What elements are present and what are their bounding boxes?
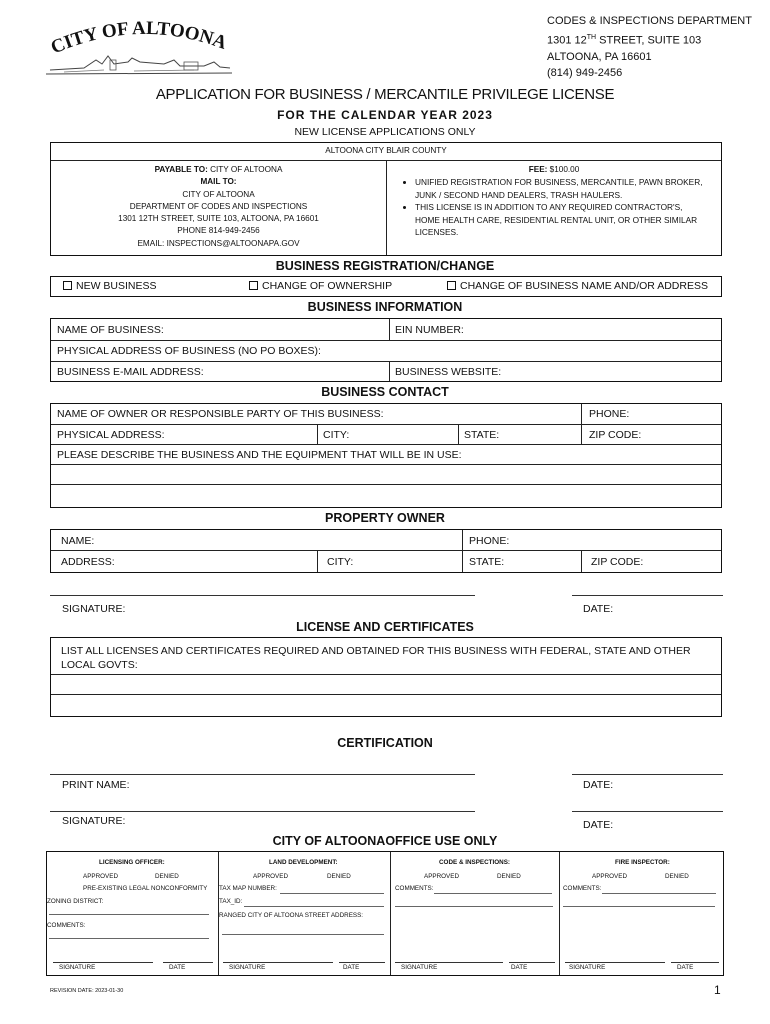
owner-zip-field[interactable]: ZIP CODE: — [589, 429, 642, 441]
mail-line: CITY OF ALTOONA — [182, 189, 255, 199]
property-owner-state-field[interactable]: STATE: — [469, 556, 505, 568]
fee: FEE: $100.00 — [528, 165, 580, 174]
business-description-field[interactable]: PLEASE DESCRIBE THE BUSINESS AND THE EQUIPMENT THAT WILL BE IN USE: — [57, 449, 462, 461]
city-seal-skyline-icon — [44, 20, 234, 82]
certification-heading: CERTIFICATION — [337, 736, 433, 750]
info-box-heading: ALTOONA CITY BLAIR COUNTY — [325, 146, 447, 155]
property-owner-zip-field[interactable]: ZIP CODE: — [591, 556, 644, 568]
mail-line: DEPARTMENT OF CODES AND INSPECTIONS — [129, 201, 308, 211]
fire-approved[interactable]: APPROVED — [592, 873, 627, 880]
land-approved[interactable]: APPROVED — [253, 873, 288, 880]
business-website-field[interactable]: BUSINESS WEBSITE: — [395, 366, 502, 378]
fire-denied[interactable]: DENIED — [665, 873, 689, 880]
fire-comments-field[interactable]: COMMENTS: — [563, 885, 602, 892]
owner-city-field[interactable]: CITY: — [323, 429, 350, 441]
zoning-district-field[interactable]: ZONING DISTRICT: — [47, 898, 104, 905]
ein-field[interactable]: EIN NUMBER: — [395, 324, 464, 336]
code-inspections-title: CODE & INSPECTIONS: — [439, 859, 511, 866]
licenses-field[interactable]: LIST ALL LICENSES AND CERTIFICATES REQUIRED AND OBTAINED FOR THIS BUSINESS WITH FEDERAL, STATE AND OTHER LOCAL GOVTS: — [61, 645, 691, 671]
code-comments-field[interactable]: COMMENTS: — [395, 885, 434, 892]
mail-line: 1301 12TH STREET, SUITE 103, ALTOONA, PA 16601 — [118, 214, 319, 224]
business-email-field[interactable]: BUSINESS E-MAIL ADDRESS: — [57, 366, 204, 378]
option-change-ownership[interactable]: CHANGE OF OWNERSHIP — [249, 280, 392, 292]
owner-address-field[interactable]: PHYSICAL ADDRESS: — [57, 429, 165, 441]
fire-date-field[interactable]: DATE — [677, 964, 694, 971]
form-note: NEW LICENSE APPLICATIONS ONLY — [294, 126, 476, 138]
business-name-field[interactable]: NAME OF BUSINESS: — [57, 324, 164, 336]
dept-address-line2: ALTOONA, PA 16601 — [547, 50, 652, 63]
certification-signature-field[interactable]: SIGNATURE: — [62, 815, 126, 827]
licensing-date-field[interactable]: DATE — [169, 964, 186, 971]
dept-address-line1: 1301 12TH STREET, SUITE 103 — [547, 33, 702, 47]
property-owner-date-field[interactable]: DATE: — [583, 603, 614, 615]
logo-text: CITY OF ALTOONA — [47, 20, 230, 59]
property-owner-name-field[interactable]: NAME: — [61, 535, 95, 547]
licenses-box — [50, 637, 722, 717]
property-owner-box — [50, 529, 722, 573]
svg-text:CITY OF ALTOONA — [48, 20, 230, 58]
ranged-address-field[interactable]: RANGED CITY OF ALTOONA STREET ADDRESS: — [219, 912, 364, 919]
fee-bullet: • UNIFIED REGISTRATION FOR BUSINESS, MERCANTILE, PAWN BROKER, JUNK / SECOND HAND DEALERS, TRASH HAULERS. — [415, 176, 703, 201]
land-development-title: LAND DEVELOPMENT: — [269, 859, 338, 866]
licensing-approved[interactable]: APPROVED — [83, 873, 118, 880]
office-use-box — [46, 851, 724, 976]
checkbox[interactable] — [63, 281, 72, 290]
business-contact-heading: BUSINESS CONTACT — [321, 385, 449, 399]
code-approved[interactable]: APPROVED — [424, 873, 459, 880]
certification-date-field[interactable]: DATE: — [583, 779, 614, 791]
business-contact-box — [50, 403, 722, 508]
form-title: APPLICATION FOR BUSINESS / MERCANTILE PRIVILEGE LICENSE — [155, 86, 615, 103]
code-signature-field[interactable]: SIGNATURE — [401, 964, 438, 971]
business-info-heading: BUSINESS INFORMATION — [307, 300, 463, 314]
physical-address-field[interactable]: PHYSICAL ADDRESS OF BUSINESS (NO PO BOXES): — [57, 345, 321, 357]
code-denied[interactable]: DENIED — [497, 873, 521, 880]
owner-state-field[interactable]: STATE: — [464, 429, 500, 441]
code-date-field[interactable]: DATE — [511, 964, 528, 971]
licensing-signature-field[interactable]: SIGNATURE — [59, 964, 96, 971]
tax-map-field[interactable]: TAX MAP NUMBER: — [219, 885, 277, 892]
checkbox[interactable] — [447, 281, 456, 290]
revision-date: REVISION DATE: 2023-01-30 — [50, 988, 124, 994]
licensing-denied[interactable]: DENIED — [155, 873, 179, 880]
business-info-box — [50, 318, 722, 382]
dept-name: CODES & INSPECTIONS DEPARTMENT — [547, 15, 752, 27]
land-denied[interactable]: DENIED — [327, 873, 351, 880]
fire-signature-field[interactable]: SIGNATURE — [569, 964, 606, 971]
property-owner-address-field[interactable]: ADDRESS: — [61, 556, 115, 568]
property-owner-signature-field[interactable]: SIGNATURE: — [62, 603, 126, 615]
property-owner-phone-field[interactable]: PHONE: — [469, 535, 510, 547]
payment-info-box — [50, 142, 722, 256]
tax-id-field[interactable]: TAX_ID: — [219, 898, 243, 905]
certification-date2-field[interactable]: DATE: — [583, 819, 614, 831]
licensing-preexisting[interactable]: PRE-EXISTING LEGAL NONCONFORMITY — [83, 885, 208, 892]
option-new-business[interactable]: NEW BUSINESS — [63, 280, 157, 292]
checkbox[interactable] — [249, 281, 258, 290]
owner-phone-field[interactable]: PHONE: — [589, 408, 630, 420]
option-change-name-address[interactable]: CHANGE OF BUSINESS NAME AND/OR ADDRESS — [447, 280, 708, 292]
mail-to-block — [51, 164, 386, 250]
page-number: 1 — [714, 983, 721, 997]
land-signature-field[interactable]: SIGNATURE — [229, 964, 266, 971]
city-logo — [44, 20, 234, 82]
property-owner-city-field[interactable]: CITY: — [327, 556, 354, 568]
office-use-heading: CITY OF ALTOONAOFFICE USE ONLY — [272, 834, 498, 848]
mail-line: PHONE 814-949-2456 — [177, 226, 260, 236]
fee-bullet: • THIS LICENSE IS IN ADDITION TO ANY REQUIRED CONTRACTOR'S, HOME HEALTH CARE, RESIDENTIAL RENTAL UNIT, OR OTHER SIMILAR LICENSES. — [415, 201, 703, 239]
mail-line: EMAIL: INSPECTIONS@ALTOONAPA.GOV — [137, 238, 300, 248]
dept-phone: (814) 949-2456 — [547, 67, 623, 80]
form-subtitle: FOR THE CALENDAR YEAR 2023 — [277, 108, 493, 122]
registration-heading: BUSINESS REGISTRATION/CHANGE — [275, 259, 495, 273]
fire-inspector-title: FIRE INSPECTOR: — [615, 859, 670, 866]
licensing-officer-title: LICENSING OFFICER: — [99, 859, 165, 866]
registration-box — [50, 276, 722, 297]
owner-name-field[interactable]: NAME OF OWNER OR RESPONSIBLE PARTY OF THIS BUSINESS: — [57, 408, 384, 420]
licenses-heading: LICENSE AND CERTIFICATES — [296, 620, 474, 634]
print-name-field[interactable]: PRINT NAME: — [62, 779, 130, 791]
payable-to: PAYABLE TO: CITY OF ALTOONA — [154, 165, 283, 174]
licensing-comments-field[interactable]: COMMENTS: — [47, 922, 86, 929]
property-owner-heading: PROPERTY OWNER — [325, 511, 445, 525]
mail-to-label: MAIL TO: — [200, 177, 237, 187]
land-date-field[interactable]: DATE — [343, 964, 360, 971]
